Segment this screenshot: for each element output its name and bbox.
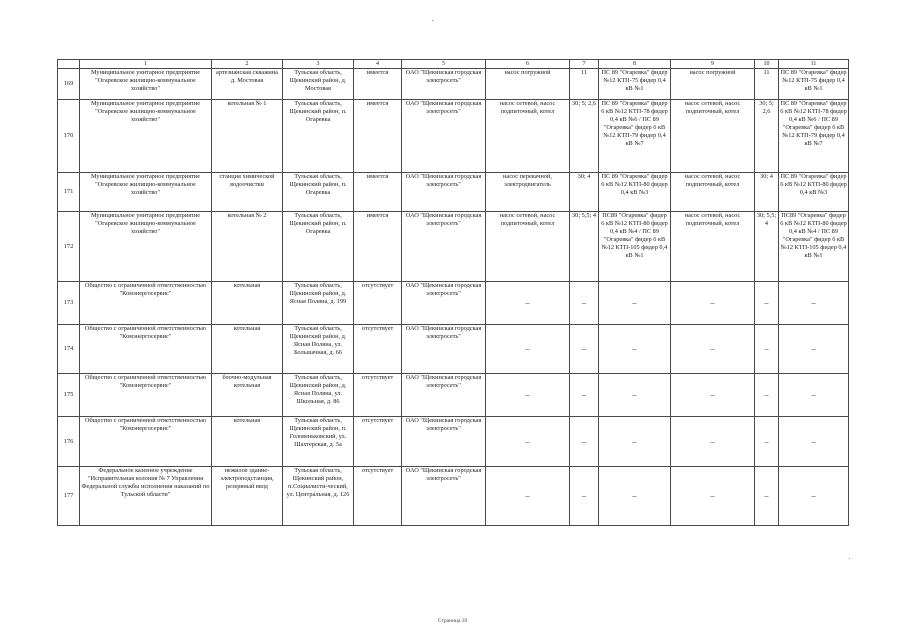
table-cell-c7: 30; 4 [570, 173, 599, 212]
table-cell-c8: ПС 89 "Огаревка" фидер 6 кВ №12 КТП-80 фидер 0,4 кВ №3 [599, 173, 671, 212]
table-cell-c5: ОАО "Щекинская городская электросеть" [402, 212, 486, 282]
table-cell-c2: артезианская скважина д. Мостовая [212, 69, 283, 100]
table-row [58, 212, 849, 282]
table-cell-c6: – [486, 417, 570, 467]
row-number-cell: 172 [58, 212, 80, 282]
row-number-cell: 176 [58, 417, 80, 467]
table-cell-c4: отсутствует [354, 282, 402, 325]
table-cell-c10: – [755, 374, 779, 417]
column-number-row [58, 60, 849, 69]
table-cell-c1: Муниципальное унитарное предприятие "Огаревское жилищно-коммунальное хозяйство" [80, 69, 212, 100]
header-cell: 11 [779, 60, 849, 69]
table-cell-c3: Тульская область, Щекинский район, д. Ясная Поляна, ул. Школьная, д. 86 [283, 374, 354, 417]
table-row [58, 173, 849, 212]
table-cell-c11: ПС 89 "Огаревка" фидер 6 кВ №12 КТП-78 фидер 0,4 кВ №6 / ПС 89 "Огаревка" фидер 6 кВ №12 КТП-79 фидер 0,4 кВ №7 [779, 100, 849, 173]
table-cell-c9: – [671, 282, 755, 325]
table-cell-c3: Тульская область, Щекинский район, п. Огаревка [283, 212, 354, 282]
table-cell-c7: 11 [570, 69, 599, 100]
table-cell-c6: насос перекачной, электродвигатель [486, 173, 570, 212]
table-cell-c2: котельная № 2 [212, 212, 283, 282]
header-cell: 5 [402, 60, 486, 69]
table-cell-c3: Тульская область, Щекинский район, п.Социалисти-ческий, ул. Центральная, д. 126 [283, 467, 354, 526]
table-cell-c8: ПС 89 "Огаревка" фидер №12 КТП-75 фидер 0,4 кВ №1 [599, 69, 671, 100]
scan-speck [432, 20, 433, 21]
table-cell-c8: ПС 89 "Огаревка" фидер 6 кВ №12 КТП-78 фидер 0,4 кВ №6 / ПС 89 "Огаревка" фидер 6 кВ №12 КТП-79 фидер 0,4 кВ №7 [599, 100, 671, 173]
table-cell-c9: – [671, 374, 755, 417]
table-cell-c6: насос сетевой, насос подпиточный, котел [486, 100, 570, 173]
table-cell-c7: – [570, 325, 599, 374]
table-cell-c10: 30; 4 [755, 173, 779, 212]
table-cell-c3: Тульская область, Щекинский район, д. Ясная Поляна, ул. Большачная, д. 66 [283, 325, 354, 374]
table-cell-c5: ОАО "Щекинская городская электросеть" [402, 100, 486, 173]
table-cell-c6: – [486, 467, 570, 526]
table-cell-c11: ПС 89 "Огаревка" фидер 6 кВ №12 КТП-80 фидер 0,4 кВ №3 [779, 173, 849, 212]
table-body [58, 60, 849, 526]
table-cell-c8: – [599, 282, 671, 325]
page-number: Страница 20 [437, 618, 468, 624]
header-cell-empty [58, 60, 80, 69]
table-cell-c11: – [779, 325, 849, 374]
document-page [57, 59, 849, 526]
table-cell-c10: – [755, 282, 779, 325]
table-cell-c6: – [486, 282, 570, 325]
table-cell-c3: Тульская область, Щекинский район, п. Огаревка [283, 173, 354, 212]
table-cell-c5: ОАО "Щекинская городская электросеть" [402, 467, 486, 526]
table-cell-c4: имеется [354, 69, 402, 100]
table-cell-c2: котельная [212, 282, 283, 325]
table-row [58, 374, 849, 417]
header-cell: 9 [671, 60, 755, 69]
table-row [58, 282, 849, 325]
table-cell-c3: Тульская область, Щекинский район, д. Ясная Поляна, д. 199 [283, 282, 354, 325]
table-cell-c5: ОАО "Щекинская городская электросеть" [402, 417, 486, 467]
table-cell-c7: – [570, 282, 599, 325]
table-cell-c8: ПС89 "Огаревка" фидер 6 кВ №12 КТП-80 фидер 0,4 кВ №4 / ПС 89 "Огаревка" фидер 6 кВ №12 КТП-105 фидер 0,4 кВ №1 [599, 212, 671, 282]
table-cell-c6: – [486, 374, 570, 417]
table-cell-c7: 30; 5,5; 4 [570, 212, 599, 282]
table-cell-c7: 30; 5; 2,6 [570, 100, 599, 173]
table-cell-c6: – [486, 325, 570, 374]
table-cell-c9: насос погружной [671, 69, 755, 100]
table-cell-c10: – [755, 417, 779, 467]
table-cell-c4: отсутствует [354, 325, 402, 374]
table-cell-c10: 30; 5,5; 4 [755, 212, 779, 282]
row-number-cell: 174 [58, 325, 80, 374]
table-cell-c2: блочно-модульная котельная [212, 374, 283, 417]
table-cell-c3: Тульская область, Щекинский район, п. Головеньковский, ул. Шахтерская, д. 5а [283, 417, 354, 467]
table-cell-c8: – [599, 417, 671, 467]
table-cell-c9: насос сетевой, насос подпиточный, котел [671, 212, 755, 282]
table-cell-c2: котельная № 1 [212, 100, 283, 173]
table-cell-c1: Федеральное казенное учреждение "Исправительная колония № 7 Управления Федеральной службы исполнения наказаний по Тульской области" [80, 467, 212, 526]
table-cell-c11: – [779, 417, 849, 467]
power-supply-table [57, 59, 849, 526]
table-cell-c4: отсутствует [354, 374, 402, 417]
table-cell-c5: ОАО "Щекинская городская электросеть" [402, 374, 486, 417]
table-cell-c10: 11 [755, 69, 779, 100]
table-cell-c3: Тульская область, Щекинский район, д. Мостовая [283, 69, 354, 100]
table-cell-c5: ОАО "Щекинская городская электросеть" [402, 282, 486, 325]
table-cell-c10: – [755, 325, 779, 374]
header-cell: 8 [599, 60, 671, 69]
table-cell-c2: станция химической водоочистки [212, 173, 283, 212]
table-cell-c7: – [570, 467, 599, 526]
table-cell-c10: 30; 5; 2,6 [755, 100, 779, 173]
table-cell-c11: – [779, 374, 849, 417]
table-cell-c2: нежилое здание-электроподстанция, резервный ввод [212, 467, 283, 526]
table-cell-c6: насос сетевой, насос подпиточный, котел [486, 212, 570, 282]
table-row [58, 417, 849, 467]
table-cell-c11: – [779, 282, 849, 325]
table-cell-c7: – [570, 417, 599, 467]
table-cell-c1: Общество с ограниченной ответственностью "Комэнергосервис" [80, 325, 212, 374]
table-cell-c8: – [599, 374, 671, 417]
row-number-cell: 170 [58, 100, 80, 173]
header-cell: 3 [283, 60, 354, 69]
row-number-cell: 177 [58, 467, 80, 526]
table-cell-c4: имеется [354, 212, 402, 282]
table-row [58, 467, 849, 526]
table-cell-c8: – [599, 467, 671, 526]
table-cell-c9: – [671, 467, 755, 526]
table-cell-c3: Тульская область, Щекинский район, п. Огаревка [283, 100, 354, 173]
table-cell-c8: – [599, 325, 671, 374]
table-cell-c4: имеется [354, 100, 402, 173]
table-cell-c11: – [779, 467, 849, 526]
table-cell-c9: насос сетевой, насос подпиточный, котел [671, 100, 755, 173]
table-cell-c11: ПС 89 "Огаревка" фидер №12 КТП-75 фидер 0,4 кВ №1 [779, 69, 849, 100]
table-cell-c1: Общество с ограниченной ответственностью "Комэнергосервис" [80, 374, 212, 417]
table-cell-c4: отсутствует [354, 417, 402, 467]
header-cell: 2 [212, 60, 283, 69]
table-cell-c1: Муниципальное унитарное предприятие "Огаревское жилищно-коммунальное хозяйство" [80, 100, 212, 173]
table-cell-c1: Муниципальное унитарное предприятие "Огаревское жилищно-коммунальное хозяйство" [80, 212, 212, 282]
table-cell-c2: котельная [212, 417, 283, 467]
row-number-cell: 169 [58, 69, 80, 100]
table-cell-c5: ОАО "Щекинская городская электросеть" [402, 325, 486, 374]
table-row [58, 100, 849, 173]
table-cell-c11: ПС89 "Огаревка" фидер 6 кВ №12 КТП-80 фидер 0,4 кВ №4 / ПС 89 "Огаревка" фидер 6 кВ №12 КТП-105 фидер 0,4 кВ №1 [779, 212, 849, 282]
header-cell: 4 [354, 60, 402, 69]
header-cell: 7 [570, 60, 599, 69]
table-cell-c10: – [755, 467, 779, 526]
header-cell: 1 [80, 60, 212, 69]
table-cell-c5: ОАО "Щекинская городская электросеть" [402, 69, 486, 100]
table-cell-c7: – [570, 374, 599, 417]
row-number-cell: 171 [58, 173, 80, 212]
table-row [58, 69, 849, 100]
table-row [58, 325, 849, 374]
table-cell-c1: Муниципальное унитарное предприятие "Огаревское жилищно-коммунальное хозяйство" [80, 173, 212, 212]
header-cell: 10 [755, 60, 779, 69]
table-cell-c4: имеется [354, 173, 402, 212]
table-cell-c9: насос сетевой, насос подпиточный, котел [671, 173, 755, 212]
table-cell-c1: Общество с ограниченной ответственностью "Комэнергосервис" [80, 282, 212, 325]
table-cell-c5: ОАО "Щекинская городская электросеть" [402, 173, 486, 212]
scan-speck [849, 558, 850, 559]
row-number-cell: 175 [58, 374, 80, 417]
row-number-cell: 173 [58, 282, 80, 325]
table-cell-c6: насос погружной [486, 69, 570, 100]
table-cell-c9: – [671, 325, 755, 374]
table-cell-c4: отсутствует [354, 467, 402, 526]
header-cell: 6 [486, 60, 570, 69]
table-cell-c2: котельная [212, 325, 283, 374]
table-cell-c1: Общество с ограниченной ответственностью "Комэнергосервис" [80, 417, 212, 467]
table-cell-c9: – [671, 417, 755, 467]
